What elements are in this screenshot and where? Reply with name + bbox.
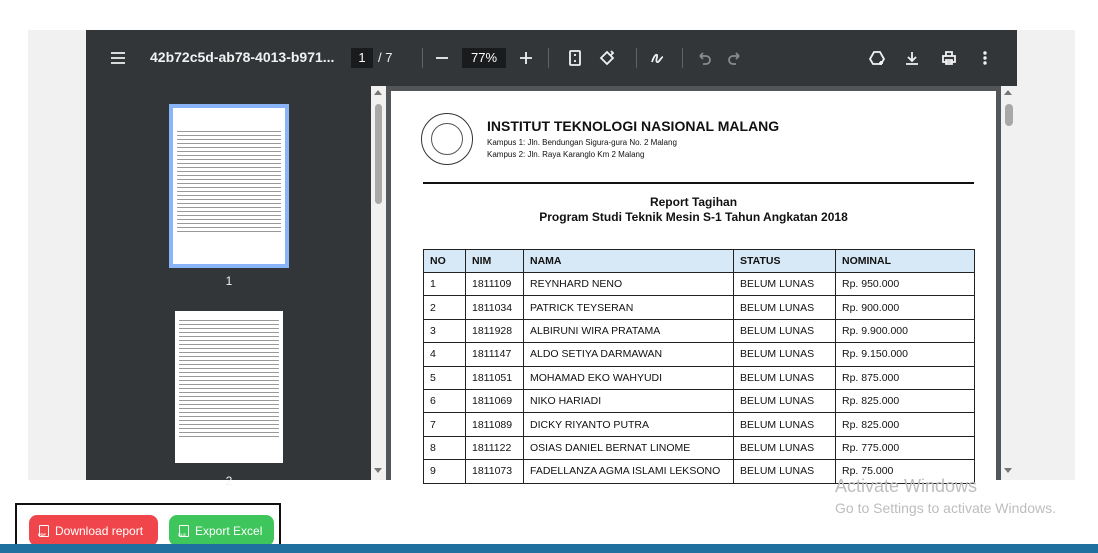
table-cell: 3	[424, 319, 466, 342]
scroll-up-arrow-icon[interactable]	[374, 90, 382, 95]
table-row	[424, 273, 975, 296]
table-cell: ALBIRUNI WIRA PRATAMA	[524, 319, 734, 342]
table-cell: Rp. 775.000	[836, 436, 975, 459]
table-cell: 1811928	[466, 319, 524, 342]
table-cell: DICKY RIYANTO PUTRA	[524, 413, 734, 436]
table-cell: 1811109	[466, 273, 524, 296]
table-cell: 1811034	[466, 296, 524, 319]
report-title: Report Tagihan	[649, 195, 738, 209]
menu-icon[interactable]	[102, 42, 134, 74]
excel-file-icon: XLS	[179, 525, 189, 537]
table-cell: 1811073	[466, 460, 524, 483]
table-row	[424, 436, 975, 459]
address-line-2: Kampus 2: Jln. Raya Karanglo Km 2 Malang	[487, 150, 645, 159]
export-excel-button[interactable]	[169, 515, 274, 546]
thumbnail-row	[179, 433, 279, 437]
download-icon[interactable]	[896, 42, 928, 74]
page-thumbnail[interactable]	[175, 311, 283, 463]
page-total: / 7	[378, 50, 393, 65]
table-cell: 7	[424, 413, 466, 436]
table-row	[424, 366, 975, 389]
table-cell: BELUM LUNAS	[734, 436, 836, 459]
table-row	[424, 343, 975, 366]
fit-page-icon[interactable]	[559, 42, 591, 74]
table-cell: BELUM LUNAS	[734, 296, 836, 319]
scroll-down-arrow-icon[interactable]	[374, 468, 382, 473]
table-cell: REYNHARD NENO	[524, 273, 734, 296]
download-report-button[interactable]	[29, 515, 158, 546]
column-header: NIM	[466, 250, 524, 273]
toolbar-divider	[422, 48, 423, 68]
rotate-icon[interactable]	[591, 42, 623, 74]
table-row	[424, 319, 975, 342]
address-line-1: Kampus 1: Jln. Bendungan Sigura-gura No. 2 Malang	[487, 138, 677, 147]
sidebar-scrollbar[interactable]	[371, 86, 386, 480]
zoom-out-icon[interactable]	[426, 42, 458, 74]
institution-logo	[421, 113, 473, 165]
column-header: NAMA	[524, 250, 734, 273]
table-row	[424, 389, 975, 412]
document-title: 42b72c5d-ab78-4013-b971...	[150, 49, 335, 65]
annotate-icon[interactable]	[642, 42, 674, 74]
taskbar	[0, 544, 1098, 553]
table-cell: Rp. 825.000	[836, 413, 975, 436]
page-number-input[interactable]: 1	[351, 48, 373, 68]
toolbar-divider	[636, 48, 637, 68]
print-icon[interactable]	[933, 42, 965, 74]
table-cell: 1811069	[466, 389, 524, 412]
table-cell: ALDO SETIYA DARMAWAN	[524, 343, 734, 366]
toolbar-divider	[682, 48, 683, 68]
thumbnail-label: 1	[225, 274, 233, 288]
thumbnail-page-image	[173, 108, 285, 264]
table-cell: BELUM LUNAS	[734, 413, 836, 436]
table-cell: 9	[424, 460, 466, 483]
table-cell: MOHAMAD EKO WAHYUDI	[524, 366, 734, 389]
table-cell: BELUM LUNAS	[734, 389, 836, 412]
action-button-group	[15, 503, 281, 549]
table-cell: BELUM LUNAS	[734, 319, 836, 342]
pdf-file-icon: PDF	[39, 525, 49, 537]
table-cell: BELUM LUNAS	[734, 343, 836, 366]
table-cell: Rp. 950.000	[836, 273, 975, 296]
table-cell: OSIAS DANIEL BERNAT LINOME	[524, 436, 734, 459]
table-cell: Rp. 875.000	[836, 366, 975, 389]
table-cell: NIKO HARIADI	[524, 389, 734, 412]
thumbnail-sidebar	[86, 86, 371, 488]
table-cell: 1	[424, 273, 466, 296]
zoom-input[interactable]: 77%	[462, 48, 506, 68]
column-header: STATUS	[734, 250, 836, 273]
table-cell: Rp. 825.000	[836, 389, 975, 412]
table-cell: PATRICK TEYSERAN	[524, 296, 734, 319]
table-cell: Rp. 9.150.000	[836, 343, 975, 366]
download-report-label: Download report	[55, 523, 144, 538]
redo-icon[interactable]	[719, 42, 751, 74]
table-cell: 2	[424, 296, 466, 319]
report-subtitle: Program Studi Teknik Mesin S-1 Tahun Angkatan 2018	[539, 210, 848, 224]
table-cell: 1811089	[466, 413, 524, 436]
column-header: NOMINAL	[836, 250, 975, 273]
table-cell: BELUM LUNAS	[734, 366, 836, 389]
column-header: NO	[424, 250, 466, 273]
institution-name: INSTITUT TEKNOLOGI NASIONAL MALANG	[487, 118, 780, 134]
document-viewport	[386, 86, 1001, 480]
table-row	[424, 413, 975, 436]
table-cell: 6	[424, 389, 466, 412]
table-cell: 1811122	[466, 436, 524, 459]
drive-save-icon[interactable]	[861, 42, 893, 74]
scroll-up-arrow-icon[interactable]	[1004, 90, 1012, 95]
header-divider	[423, 182, 974, 184]
table-cell: BELUM LUNAS	[734, 460, 836, 483]
table-row	[424, 296, 975, 319]
table-cell: BELUM LUNAS	[734, 273, 836, 296]
undo-icon[interactable]	[688, 42, 720, 74]
table-cell: Rp. 900.000	[836, 296, 975, 319]
scrollbar-thumb[interactable]	[1005, 104, 1013, 126]
pdf-toolbar	[86, 30, 1017, 86]
more-options-icon[interactable]	[969, 42, 1001, 74]
table-cell: 8	[424, 436, 466, 459]
activation-watermark-title: Activate Windows	[835, 476, 978, 496]
activation-watermark-subtitle: Go to Settings to activate Windows.	[835, 500, 1056, 516]
table-cell: Rp. 9.900.000	[836, 319, 975, 342]
table-cell: FADELLANZA AGMA ISLAMI LEKSONO	[524, 460, 734, 483]
table-cell: 5	[424, 366, 466, 389]
table-cell: 1811147	[466, 343, 524, 366]
page-thumbnail-selected[interactable]	[169, 104, 289, 268]
thumbnail-label: 2	[225, 474, 233, 488]
document-scrollbar[interactable]	[1001, 86, 1017, 480]
table-cell: Rp. 75.000	[836, 460, 975, 483]
billing-table	[423, 249, 975, 484]
scroll-down-arrow-icon[interactable]	[1004, 468, 1012, 473]
export-excel-label: Export Excel	[195, 523, 263, 538]
table-cell: 1811051	[466, 366, 524, 389]
table-header-row	[424, 250, 975, 273]
scrollbar-thumb[interactable]	[375, 104, 382, 204]
toolbar-divider	[548, 48, 549, 68]
thumbnail-row	[177, 228, 281, 232]
zoom-in-icon[interactable]	[510, 42, 542, 74]
table-cell: 4	[424, 343, 466, 366]
document-page	[391, 91, 996, 491]
